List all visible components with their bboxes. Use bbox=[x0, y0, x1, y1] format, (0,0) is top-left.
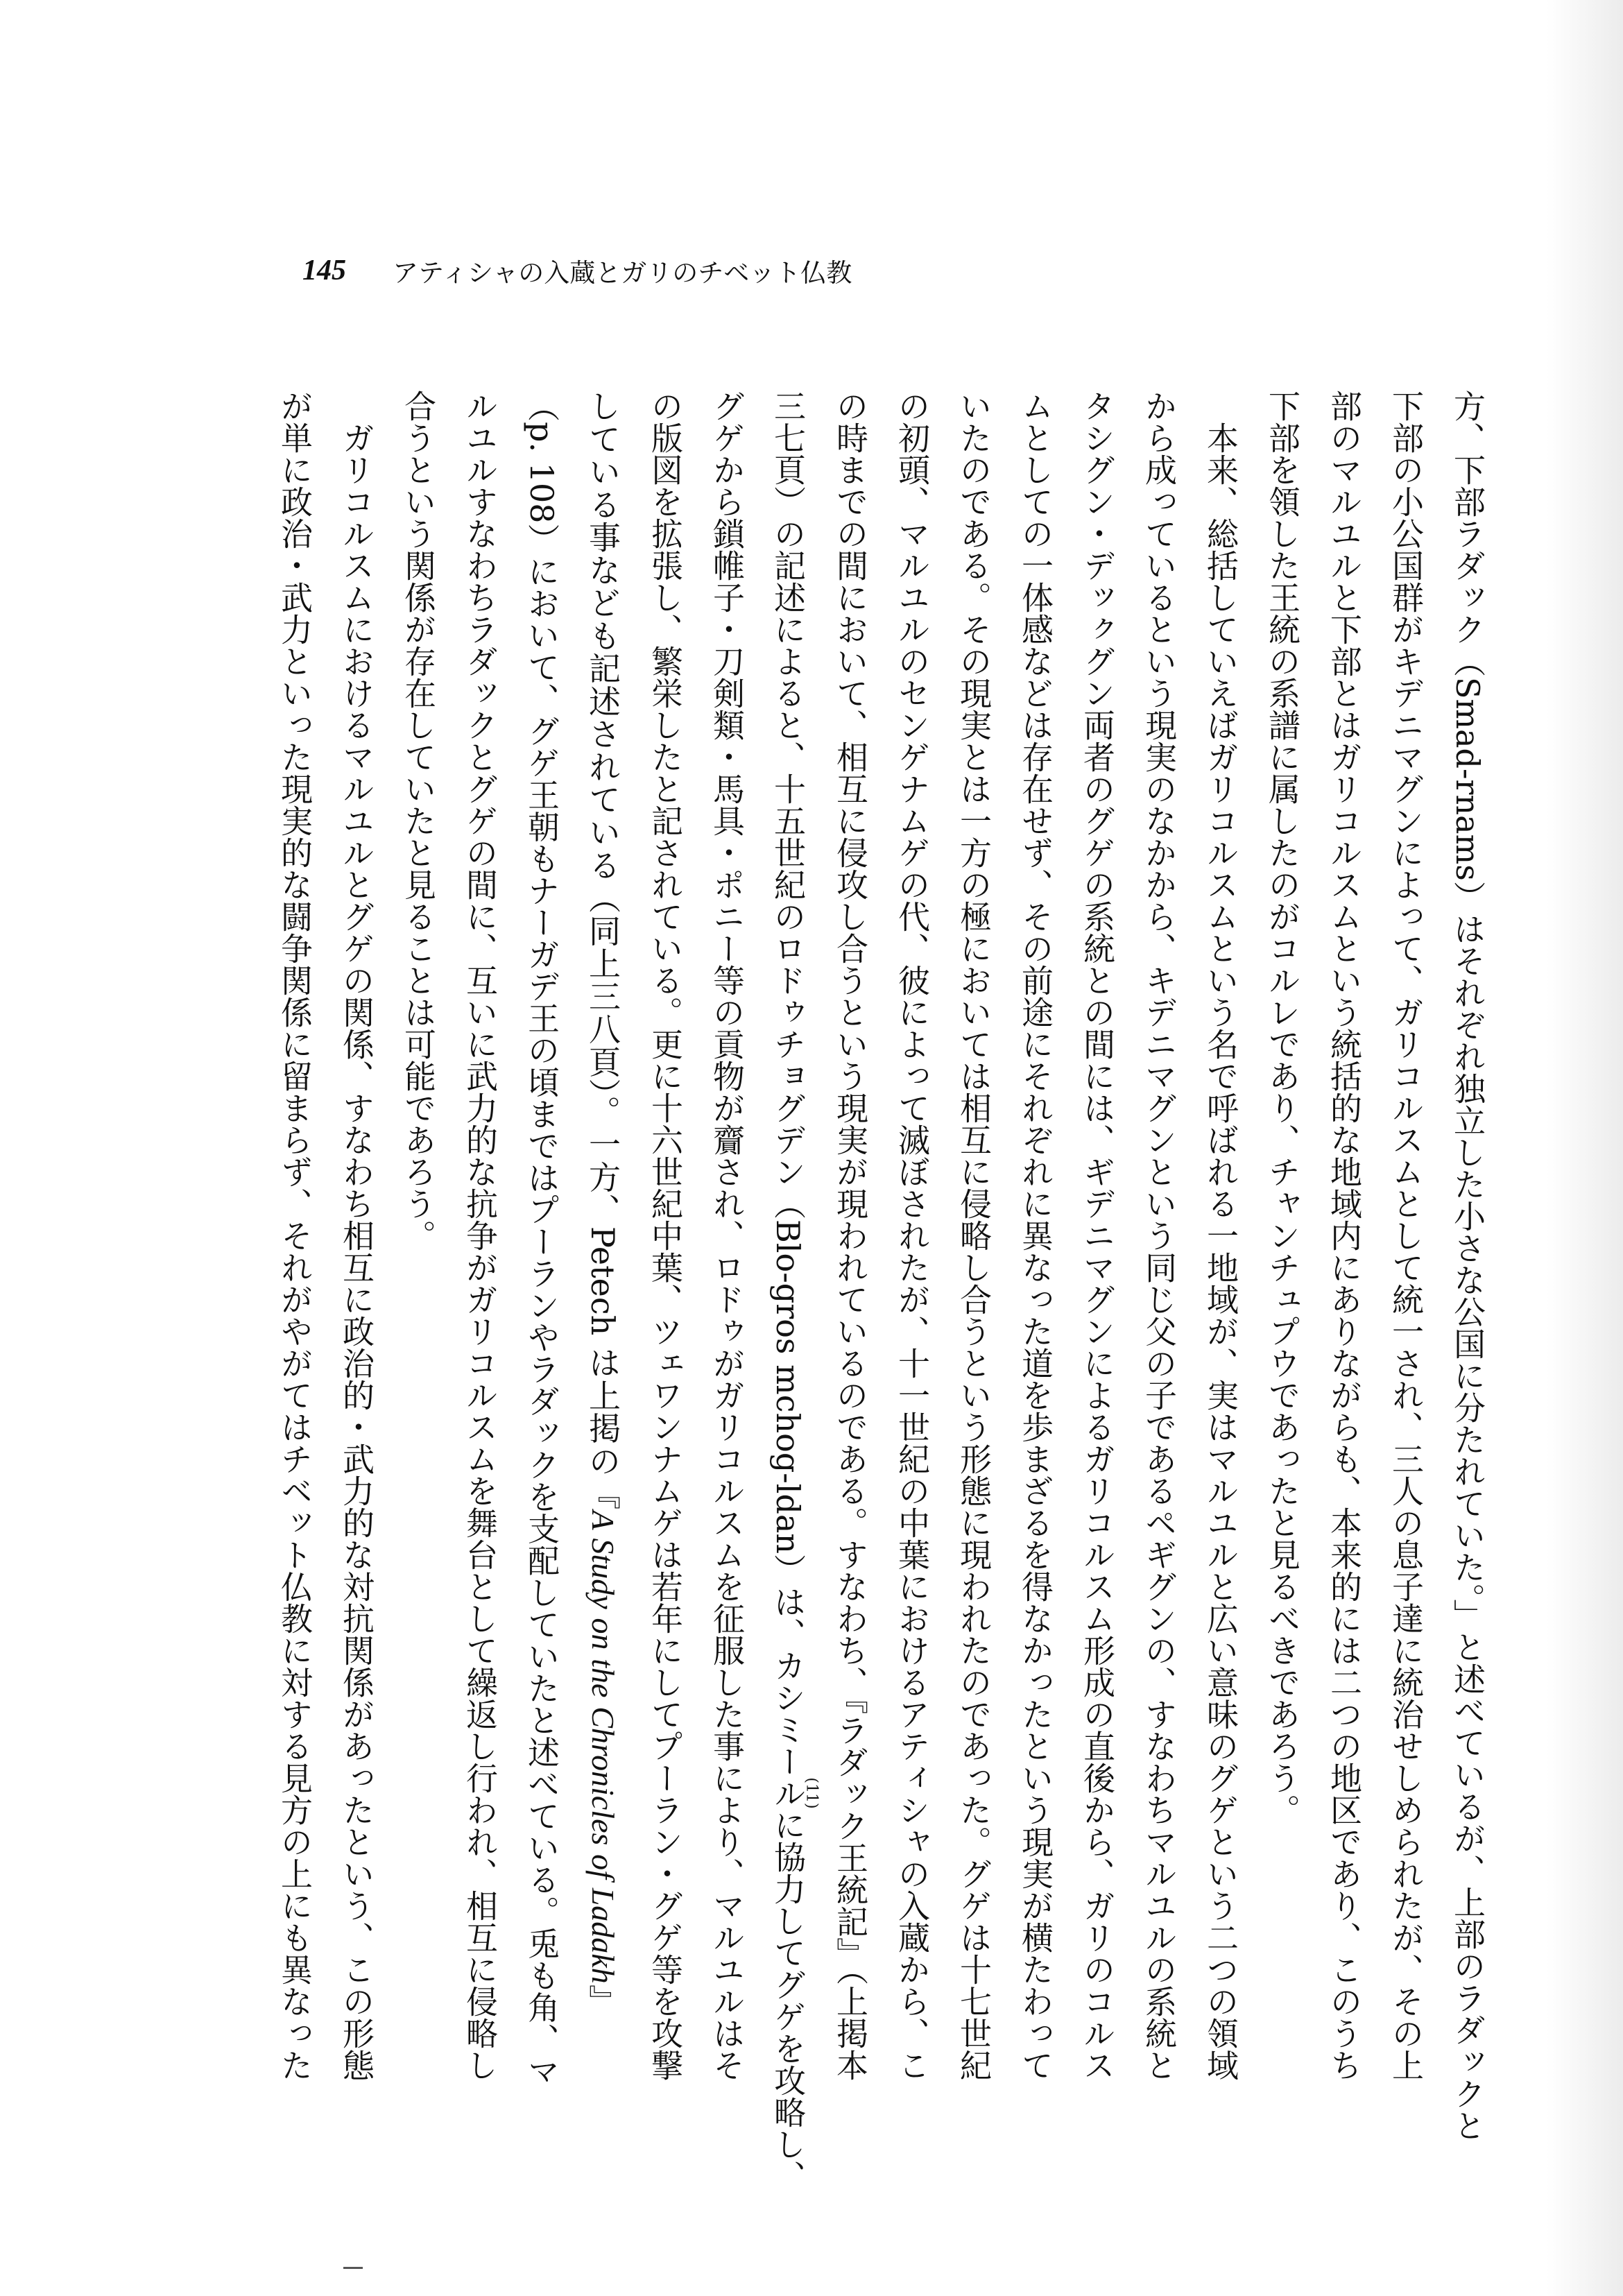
text-column: 方、下部ラダック（Smad-rnams）はそれぞれ独立した小さな公国に分たれていた。」と述べているが、上部のラダックと bbox=[1449, 390, 1486, 2141]
text-segment: している事なども記述されている（同上三八頁）。一方、Petech は上掲の『 bbox=[584, 390, 621, 1511]
text-column: 合うという関係が存在していたと見ることは可能であろう。 bbox=[400, 390, 437, 1251]
text-column: 部のマルユルと下部とはガリコルスムという統括的な地域内にありながらも、本来的には二つの地区であり、このうち bbox=[1325, 390, 1363, 2081]
text-column bbox=[572, 390, 634, 2016]
page-number: 145 bbox=[302, 255, 346, 286]
text-segment: 三七頁）の記述によると、十五世紀のロドゥチョグデン（Blo-gros mchog-ldan）は、カシミー bbox=[769, 390, 807, 1778]
footnote-reference: (11) bbox=[802, 1777, 821, 1809]
ruby-base: ル bbox=[769, 1777, 807, 1810]
running-title: アティシャの入蔵とガリのチベット仏教 bbox=[393, 258, 852, 288]
text-column: ガリコルスムにおけるマルユルとグゲの関係、すなわち相互に政治的・武力的な対抗関係があったという、この形態 bbox=[338, 390, 375, 2081]
text-column: ルユルすなわちラダックとグゲの間に、互いに武力的な抗争がガリコルスムを舞台として繰返し行われ、相互に侵略し bbox=[461, 390, 499, 2081]
scan-edge-shading bbox=[1547, 0, 1623, 2296]
text-column: （p. 108）において、グゲ王朝もナーガデ王の頃まではプーランやラダックを支配していたと述べている。兎も角、マ bbox=[523, 390, 560, 2087]
text-column bbox=[757, 390, 821, 2193]
text-column: が単に政治・武力といった現実的な闘争関係に留まらず、それがやがてはチベット仏教に対する見方の上にも異なった bbox=[276, 390, 314, 2081]
text-column: いたのである。その現実とは一方の極においては相互に侵略し合うという形態に現われたのであった。グゲは十七世紀 bbox=[955, 390, 993, 2081]
text-column: タシグン・デッㇰグン両者のグゲの系統との間には、ギデニマグンによるガリコルスム形成の直後から、ガリのコルス bbox=[1079, 390, 1116, 2081]
text-column: の版図を拡張し、繁栄したと記されている。更に十六世紀中葉、ツェワンナムゲは若年にしてプーラン・グゲ等を攻撃 bbox=[646, 390, 684, 2081]
footnote-anchor bbox=[769, 1777, 821, 1810]
running-header bbox=[302, 251, 852, 290]
text-column: 本来、総括していえばガリコルスムという名で呼ばれる一地域が、実はマルユルと広い意味のグゲという二つの領域 bbox=[1202, 390, 1239, 2081]
text-column: 下部を領した王統の系譜に属したのがコルレであり、チャンチュプウであったと見るべきであろう。 bbox=[1264, 390, 1301, 1826]
text-column: の初頭、マルユルのセンゲナムゲの代、彼によって滅ぼされたが、十一世紀の中葉におけるアティシャの入蔵から、こ bbox=[893, 390, 931, 2081]
text-column: グゲから鎖帷子・刀剣類・馬具・ポニー等の貢物が齎され、ロドゥがガリコルスムを征服した事により、マルユルはそ bbox=[708, 390, 746, 2081]
text-column: の時までの間において、相互に侵攻し合うという現実が現われているのである。すなわち、『ラダック王統記』（上掲本 bbox=[832, 390, 869, 2081]
book-title-italic: A Study on the Chronicles of Ladakh bbox=[585, 1510, 621, 1984]
text-column: から成っているという現実のなかから、キデニマグンという同じ父の子であるペギグンの、すなわちマルユルの系統と bbox=[1140, 390, 1178, 2081]
text-column: 下部の小公国群がキデニマグンによって、ガリコルスムとして統一され、三人の息子達に統治せしめられたが、その上 bbox=[1387, 390, 1425, 2081]
text-column: ムとしての一体感などは存在せず、その前途にそれぞれに異なった道を歩まざるを得なかったという現実が横たわって bbox=[1017, 390, 1054, 2081]
text-segment: 』 bbox=[584, 1983, 621, 2017]
scan-mark bbox=[343, 2267, 363, 2269]
vertical-body-text bbox=[264, 390, 1498, 2193]
text-segment: に協力してグゲを攻略し、 bbox=[769, 1809, 807, 2193]
